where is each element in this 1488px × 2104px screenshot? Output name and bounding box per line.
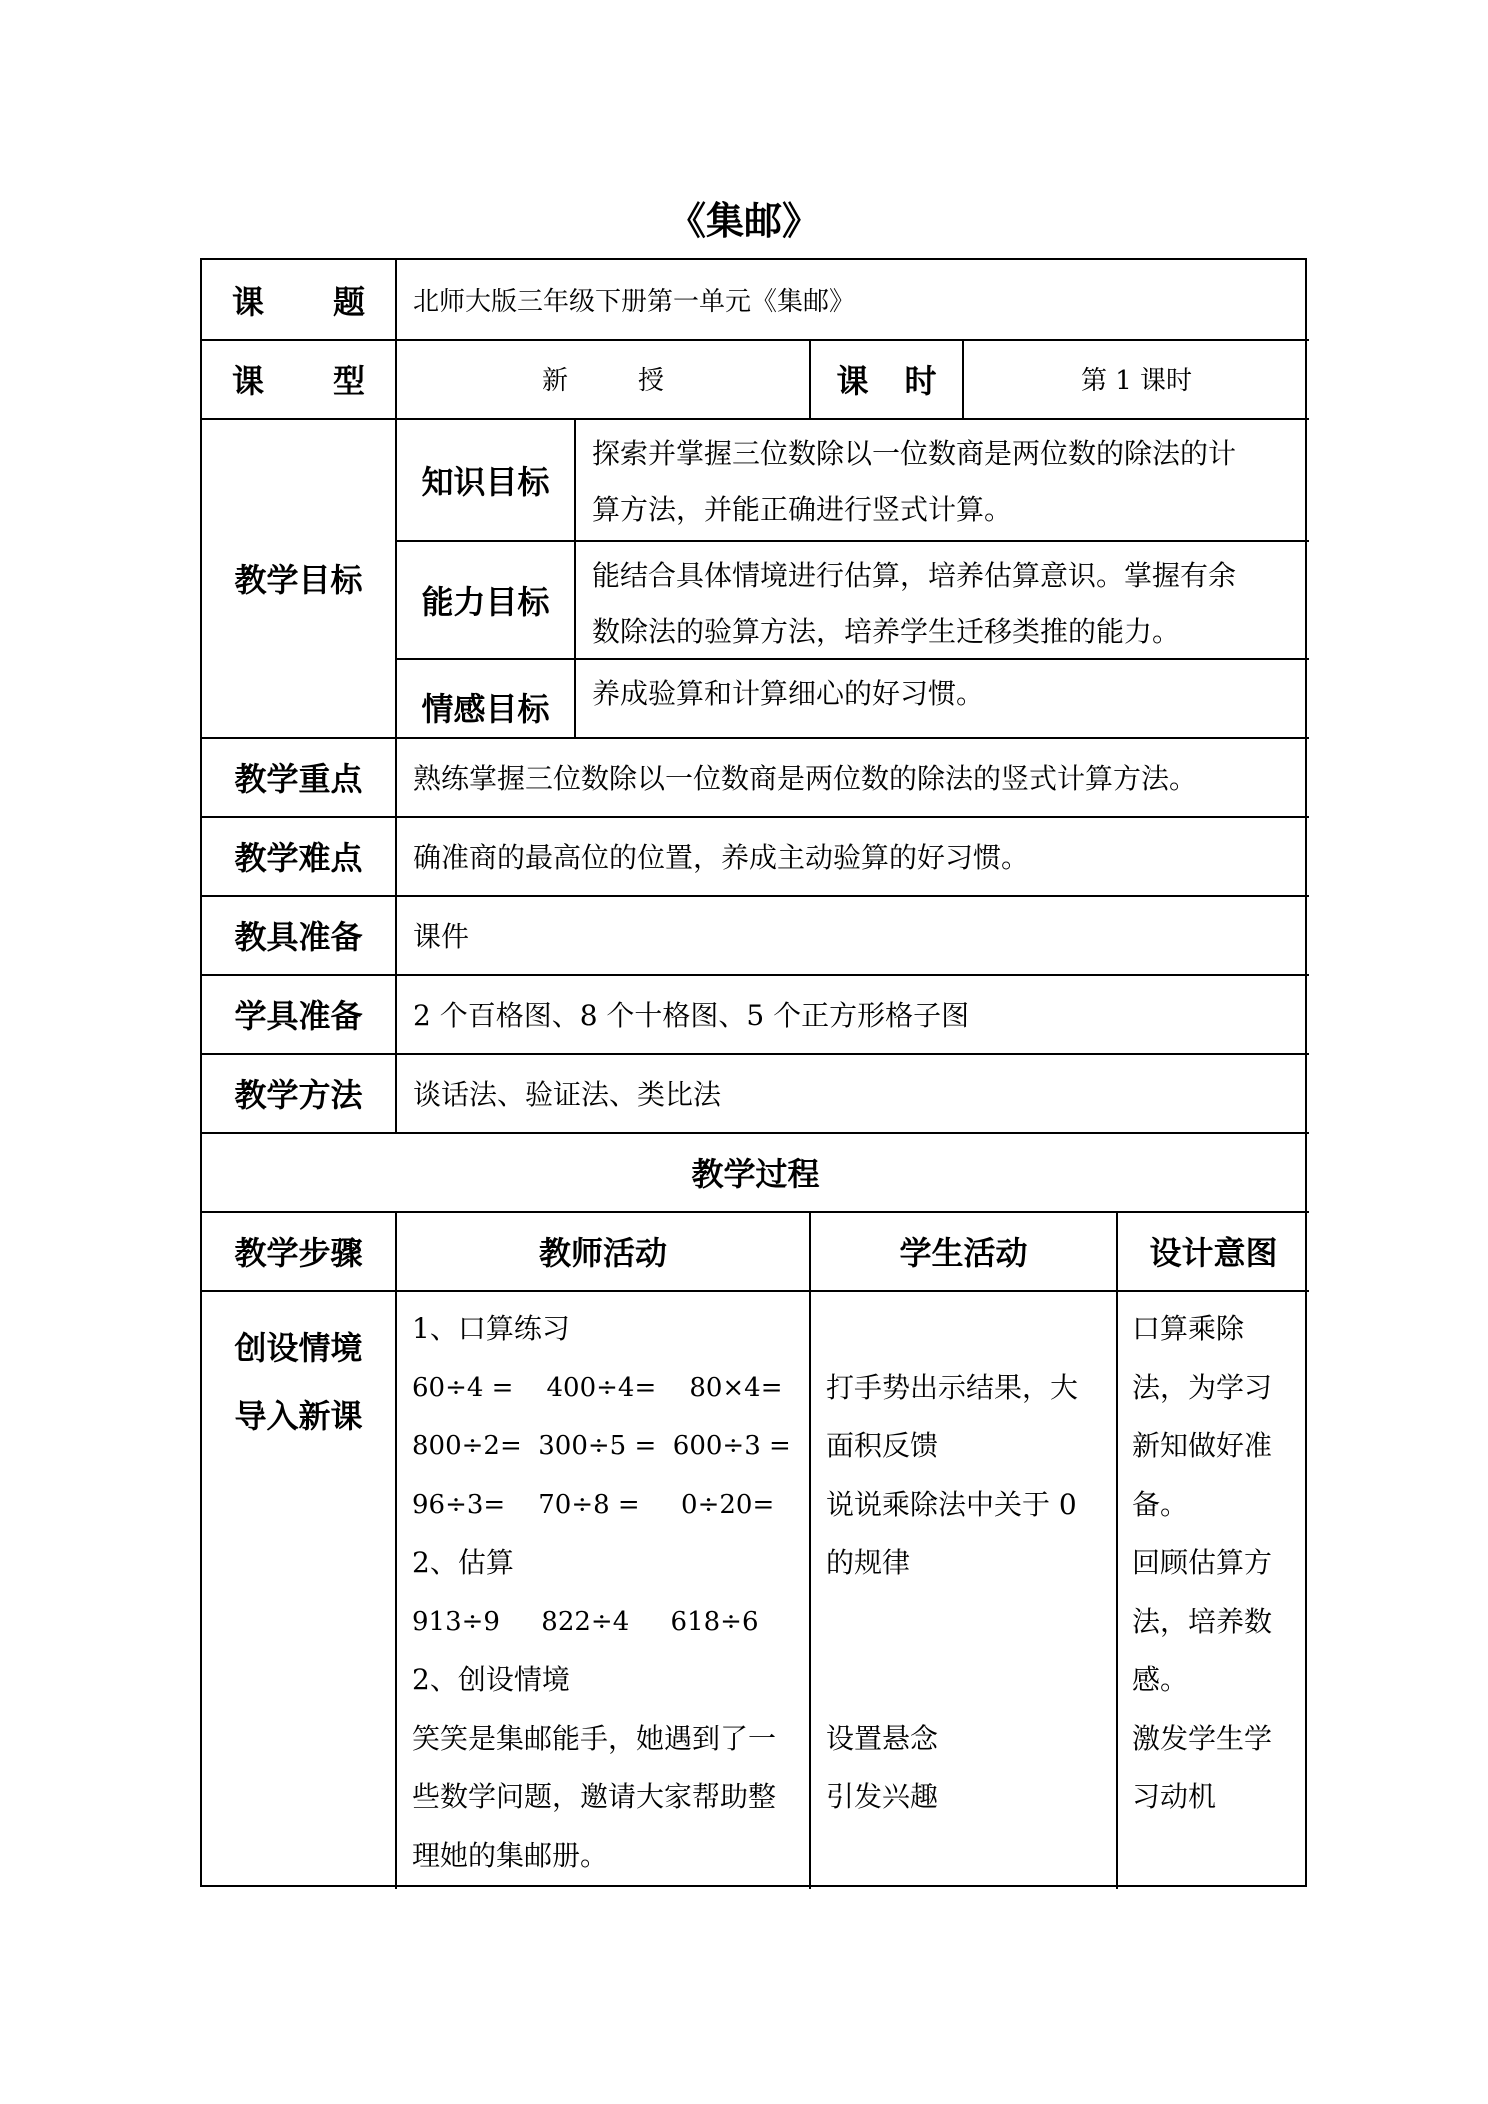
teaching-aids-label: 教具准备 — [234, 917, 363, 956]
col-teacher-header: 教师活动 — [538, 1233, 667, 1272]
knowledge-objective-text: 探索并掌握三位数除以一位数商是两位数的除法的计 算方法，并能正确进行竖式计算。 — [592, 437, 1237, 526]
teacher-line: 1、口算练习 — [412, 1312, 570, 1345]
intent-line: 激发学生学 — [1132, 1721, 1273, 1755]
teaching-method-value: 谈话法、验证法、类比法 — [413, 1077, 722, 1111]
intent-line: 新知做好准 — [1132, 1429, 1273, 1462]
teacher-activity — [412, 1300, 807, 1885]
student-line — [826, 1593, 1111, 1652]
teacher-line: 800÷2= 300÷5 = 600÷3 = — [412, 1431, 791, 1461]
emotion-objective-label: 情感目标 — [421, 689, 550, 728]
step-name: 创设情境 导入新课 — [234, 1329, 363, 1435]
intent-line: 法，为学习 — [1132, 1370, 1273, 1404]
lesson-type-value: 新 授 — [541, 366, 665, 396]
emotion-objective-text: 养成验算和计算细心的好习惯。 — [592, 677, 985, 710]
col-step-header: 教学步骤 — [234, 1233, 363, 1272]
intent-line: 口算乘除 — [1132, 1312, 1245, 1345]
topic-label: 课 题 — [232, 282, 365, 321]
teacher-line: 些数学问题，邀请大家帮助整 — [412, 1780, 777, 1813]
objectives-label: 教学目标 — [234, 560, 363, 599]
lesson-type-label: 课 型 — [232, 361, 365, 400]
topic-value: 北师大版三年级下册第一单元《集邮》 — [413, 287, 856, 317]
knowledge-objective-label: 知识目标 — [421, 463, 550, 501]
student-line — [826, 1651, 1111, 1710]
intent-line: 感。 — [1132, 1663, 1189, 1696]
student-line: 引发兴趣 — [826, 1780, 939, 1813]
teaching-method-label: 教学方法 — [234, 1075, 363, 1114]
teacher-line: 2、创设情境 — [412, 1663, 570, 1696]
student-line: 面积反馈 — [826, 1429, 939, 1462]
teaching-aids-value: 课件 — [413, 919, 470, 953]
design-intent — [1132, 1300, 1307, 1827]
lesson-period-label: 课 时 — [836, 361, 937, 400]
teacher-line: 913÷9 822÷4 618÷6 — [412, 1606, 759, 1637]
difficulty-label: 教学难点 — [234, 838, 363, 877]
ability-objective-text: 能结合具体情境进行估算，培养估算意识。掌握有余 数除法的验算方法，培养学生迁移类推的能力。 — [592, 559, 1237, 648]
key-point-value: 熟练掌握三位数除以一位数商是两位数的除法的竖式计算方法。 — [413, 761, 1198, 795]
student-line: 的规律 — [826, 1546, 911, 1579]
lesson-period-value: 第 1 课时 — [1080, 366, 1193, 396]
learning-aids-value: 2 个百格图、8 个十格图、5 个正方形格子图 — [413, 998, 970, 1032]
lesson-plan-table — [200, 258, 1307, 1887]
intent-line: 回顾估算方 — [1132, 1546, 1273, 1579]
student-line — [826, 1300, 1111, 1359]
learning-aids-label: 学具准备 — [234, 996, 363, 1035]
col-intent-header: 设计意图 — [1149, 1233, 1278, 1272]
ability-objective-label: 能力目标 — [421, 583, 550, 621]
difficulty-value: 确准商的最高位的位置，养成主动验算的好习惯。 — [413, 840, 1030, 874]
student-line: 说说乘除法中关于 0 — [826, 1487, 1077, 1521]
key-point-label: 教学重点 — [234, 759, 363, 798]
student-line: 打手势出示结果，大 — [826, 1370, 1079, 1404]
student-activity — [826, 1300, 1111, 1827]
intent-line: 法，培养数 — [1132, 1604, 1273, 1638]
teacher-line: 60÷4 = 400÷4= 80×4= — [412, 1372, 783, 1403]
intent-line: 习动机 — [1132, 1780, 1217, 1813]
teacher-line: 2、估算 — [412, 1546, 514, 1579]
intent-line: 备。 — [1132, 1487, 1189, 1521]
student-line: 设置悬念 — [826, 1721, 939, 1755]
col-student-header: 学生活动 — [899, 1233, 1028, 1272]
document-title: 《集邮》 — [667, 199, 820, 243]
process-heading: 教学过程 — [691, 1154, 820, 1193]
teacher-line: 笑笑是集邮能手，她遇到了一 — [412, 1721, 777, 1755]
teacher-line: 96÷3= 70÷8 = 0÷20= — [412, 1489, 775, 1520]
teacher-line: 理她的集邮册。 — [412, 1838, 609, 1872]
